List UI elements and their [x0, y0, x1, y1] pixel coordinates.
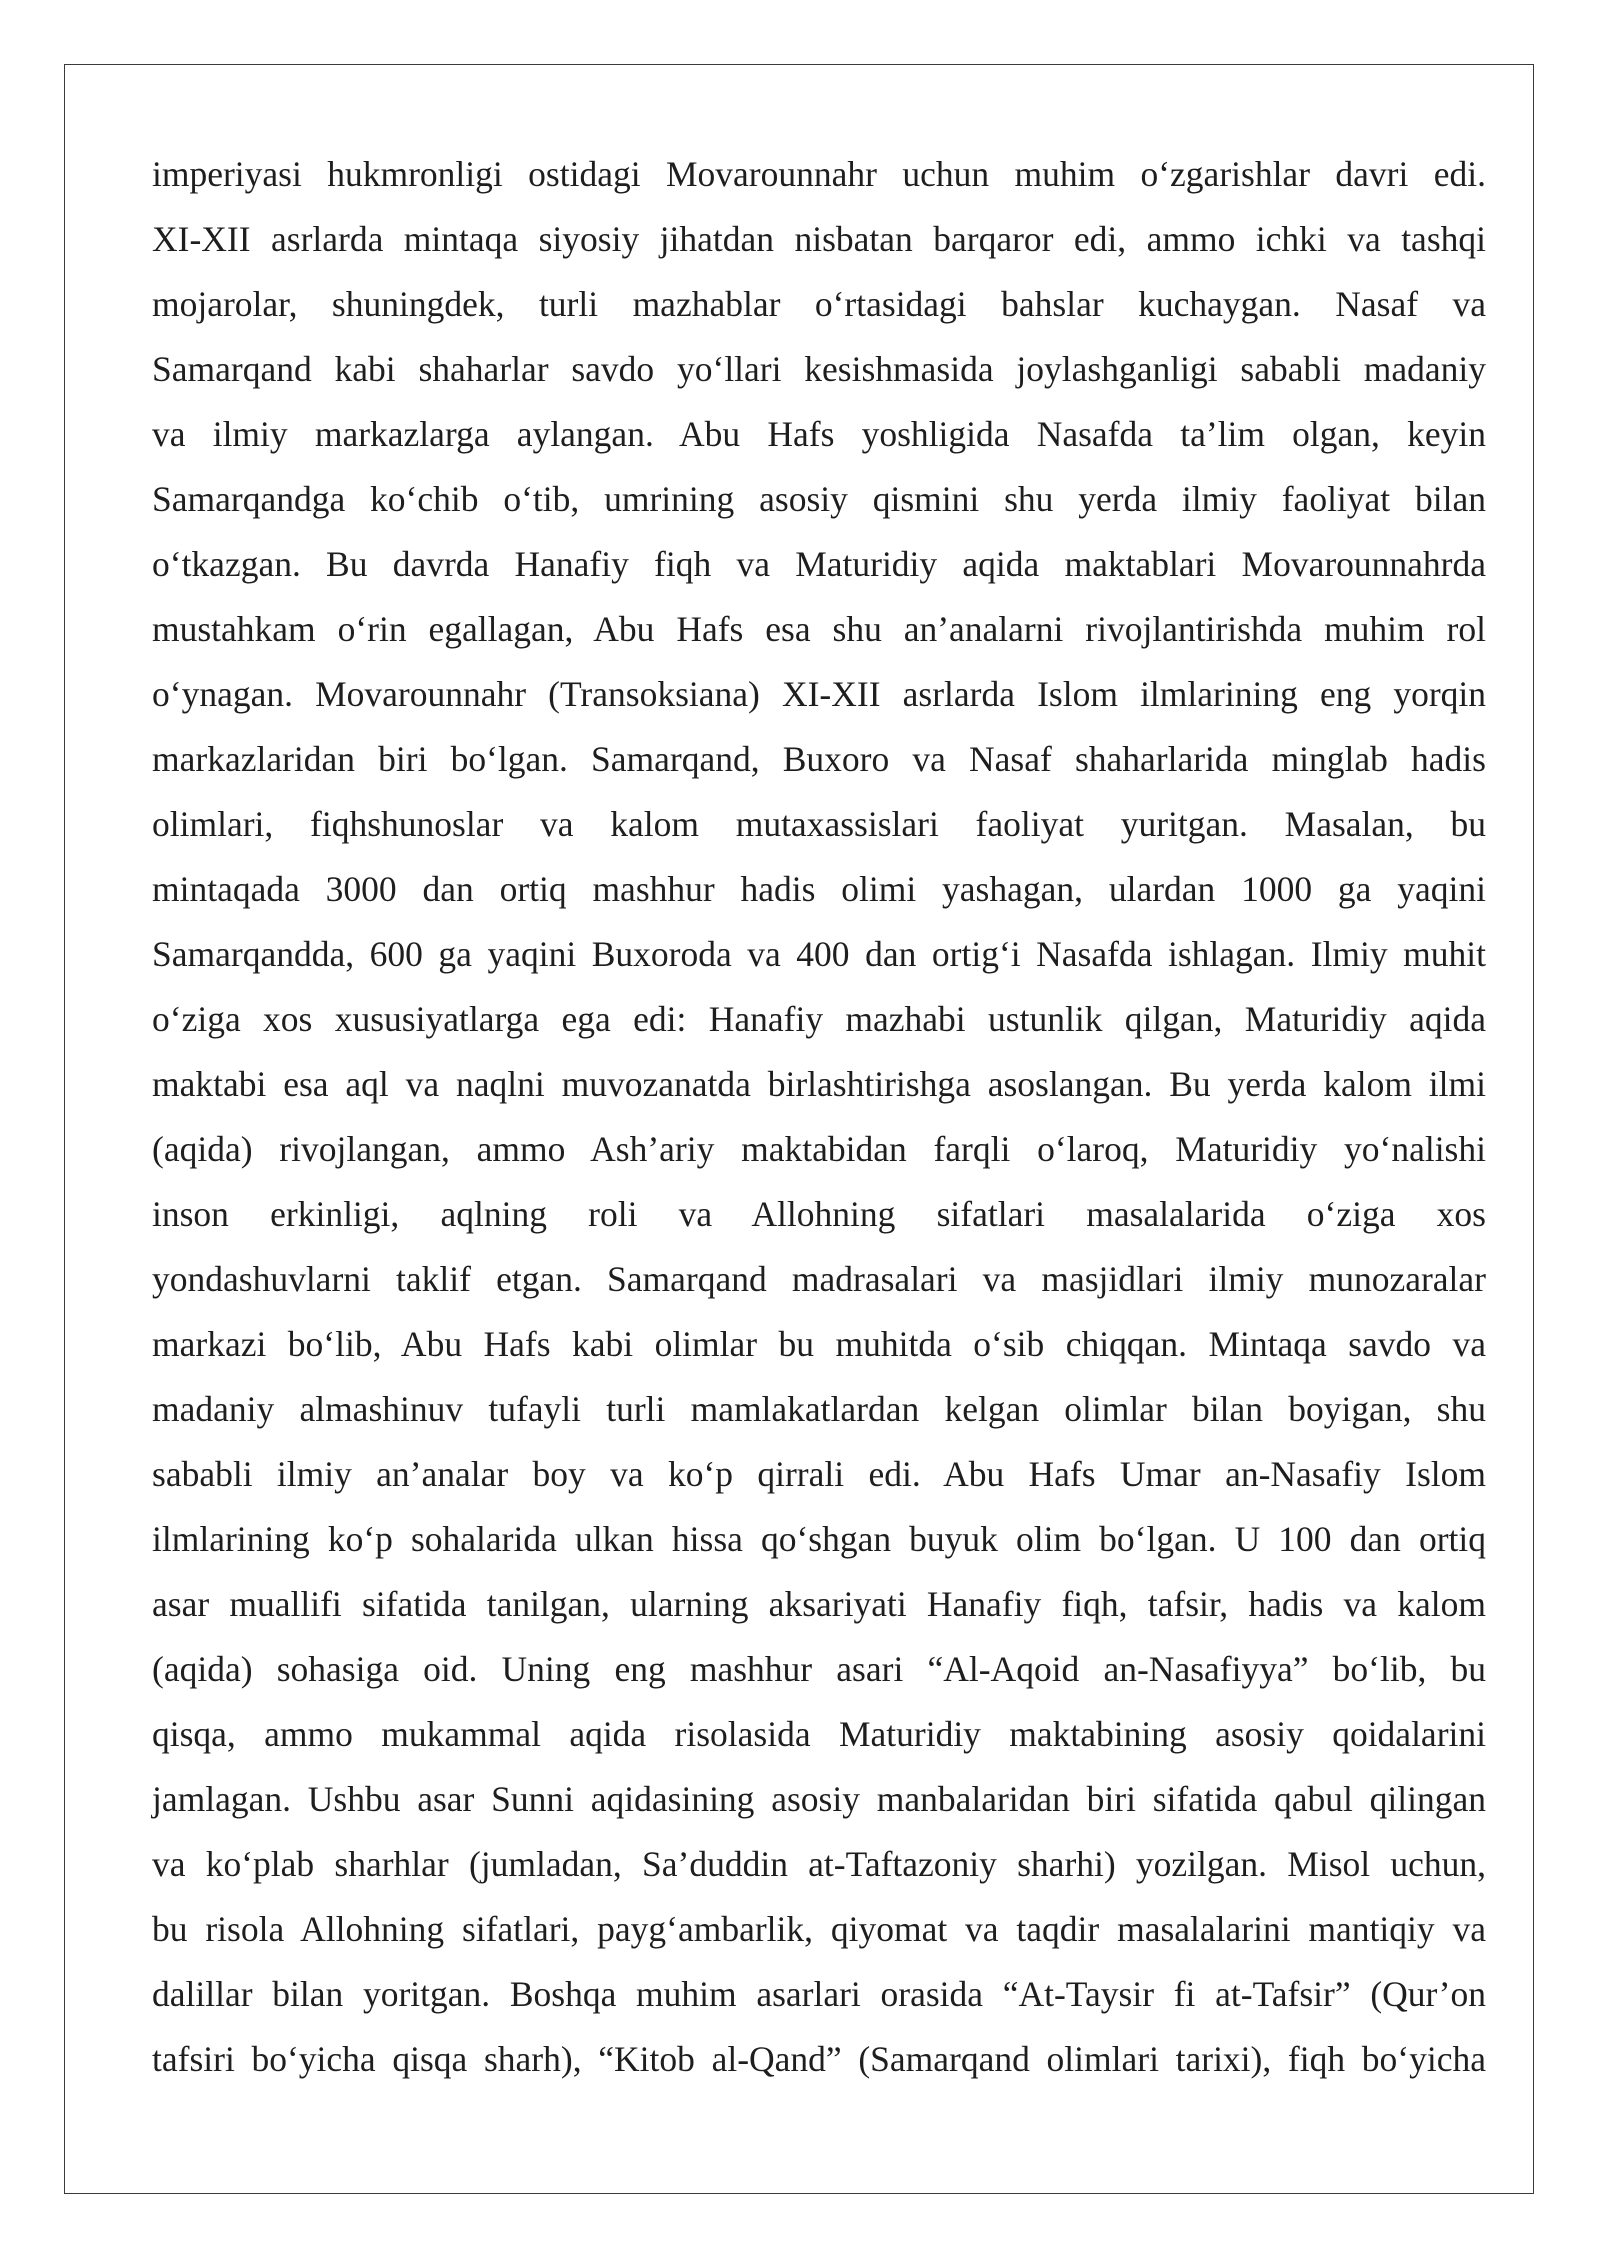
- text-line: va ilmiy markazlarga aylangan. Abu Hafs yoshligida Nasafda ta’lim olgan, keyin: [152, 414, 1486, 454]
- body-paragraph: [152, 142, 1486, 2092]
- text-line: Samarqandga ko‘chib o‘tib, umrining asosiy qismini shu yerda ilmiy faoliyat bilan: [152, 479, 1486, 519]
- text-line: (aqida) sohasiga oid. Uning eng mashhur asari “Al-Aqoid an-Nasafiyya” bo‘lib, bu: [152, 1649, 1486, 1689]
- text-line: mustahkam o‘rin egallagan, Abu Hafs esa shu an’analarni rivojlantirishda muhim rol: [152, 609, 1486, 649]
- text-line: inson erkinligi, aqlning roli va Allohning sifatlari masalalarida o‘ziga xos: [152, 1194, 1486, 1234]
- text-line: XI-XII asrlarda mintaqa siyosiy jihatdan nisbatan barqaror edi, ammo ichki va tashqi: [152, 219, 1486, 259]
- text-line: markazlaridan biri bo‘lgan. Samarqand, Buxoro va Nasaf shaharlarida minglab hadis: [152, 739, 1486, 779]
- text-line: o‘ynagan. Movarounnahr (Transoksiana) XI-XII asrlarda Islom ilmlarining eng yorqin: [152, 674, 1486, 714]
- text-line: markazi bo‘lib, Abu Hafs kabi olimlar bu muhitda o‘sib chiqqan. Mintaqa savdo va: [152, 1324, 1486, 1364]
- text-line: maktabi esa aql va naqlni muvozanatda birlashtirishga asoslangan. Bu yerda kalom ilmi: [152, 1064, 1486, 1104]
- text-line: ilmlarining ko‘p sohalarida ulkan hissa qo‘shgan buyuk olim bo‘lgan. U 100 dan ortiq: [152, 1519, 1486, 1559]
- text-line: dalillar bilan yoritgan. Boshqa muhim asarlari orasida “At-Taysir fi at-Tafsir” (Qur’on: [152, 1974, 1486, 2014]
- text-line: o‘ziga xos xususiyatlarga ega edi: Hanafiy mazhabi ustunlik qilgan, Maturidiy aqida: [152, 999, 1486, 1039]
- text-line: madaniy almashinuv tufayli turli mamlakatlardan kelgan olimlar bilan boyigan, shu: [152, 1389, 1486, 1429]
- text-line: olimlari, fiqhshunoslar va kalom mutaxassislari faoliyat yuritgan. Masalan, bu: [152, 804, 1486, 844]
- text-line: Samarqand kabi shaharlar savdo yo‘llari kesishmasida joylashganligi sababli madaniy: [152, 349, 1486, 389]
- text-line: bu risola Allohning sifatlari, payg‘ambarlik, qiyomat va taqdir masalalarini mantiqiy va: [152, 1909, 1486, 1949]
- text-line: mojarolar, shuningdek, turli mazhablar o‘rtasidagi bahslar kuchaygan. Nasaf va: [152, 284, 1486, 324]
- text-line: va ko‘plab sharhlar (jumladan, Sa’duddin at-Taftazoniy sharhi) yozilgan. Misol uchun,: [152, 1844, 1486, 1884]
- text-line: qisqa, ammo mukammal aqida risolasida Maturidiy maktabining asosiy qoidalarini: [152, 1714, 1486, 1754]
- text-line: jamlagan. Ushbu asar Sunni aqidasining asosiy manbalaridan biri sifatida qabul qilingan: [152, 1779, 1486, 1819]
- text-line: sababli ilmiy an’analar boy va ko‘p qirrali edi. Abu Hafs Umar an-Nasafiy Islom: [152, 1454, 1486, 1494]
- text-line: imperiyasi hukmronligi ostidagi Movarounnahr uchun muhim o‘zgarishlar davri edi.: [152, 154, 1486, 194]
- text-line: mintaqada 3000 dan ortiq mashhur hadis olimi yashagan, ulardan 1000 ga yaqini: [152, 869, 1486, 909]
- text-line: (aqida) rivojlangan, ammo Ash’ariy maktabidan farqli o‘laroq, Maturidiy yo‘nalishi: [152, 1129, 1486, 1169]
- text-line: o‘tkazgan. Bu davrda Hanafiy fiqh va Maturidiy aqida maktablari Movarounnahrda: [152, 544, 1486, 584]
- text-line: asar muallifi sifatida tanilgan, ularning aksariyati Hanafiy fiqh, tafsir, hadis va kalom: [152, 1584, 1486, 1624]
- text-line: yondashuvlarni taklif etgan. Samarqand madrasalari va masjidlari ilmiy munozaralar: [152, 1259, 1486, 1299]
- text-line: tafsiri bo‘yicha qisqa sharh), “Kitob al-Qand” (Samarqand olimlari tarixi), fiqh bo‘yicha: [152, 2039, 1486, 2079]
- text-line: Samarqandda, 600 ga yaqini Buxoroda va 400 dan ortig‘i Nasafda ishlagan. Ilmiy muhit: [152, 934, 1486, 974]
